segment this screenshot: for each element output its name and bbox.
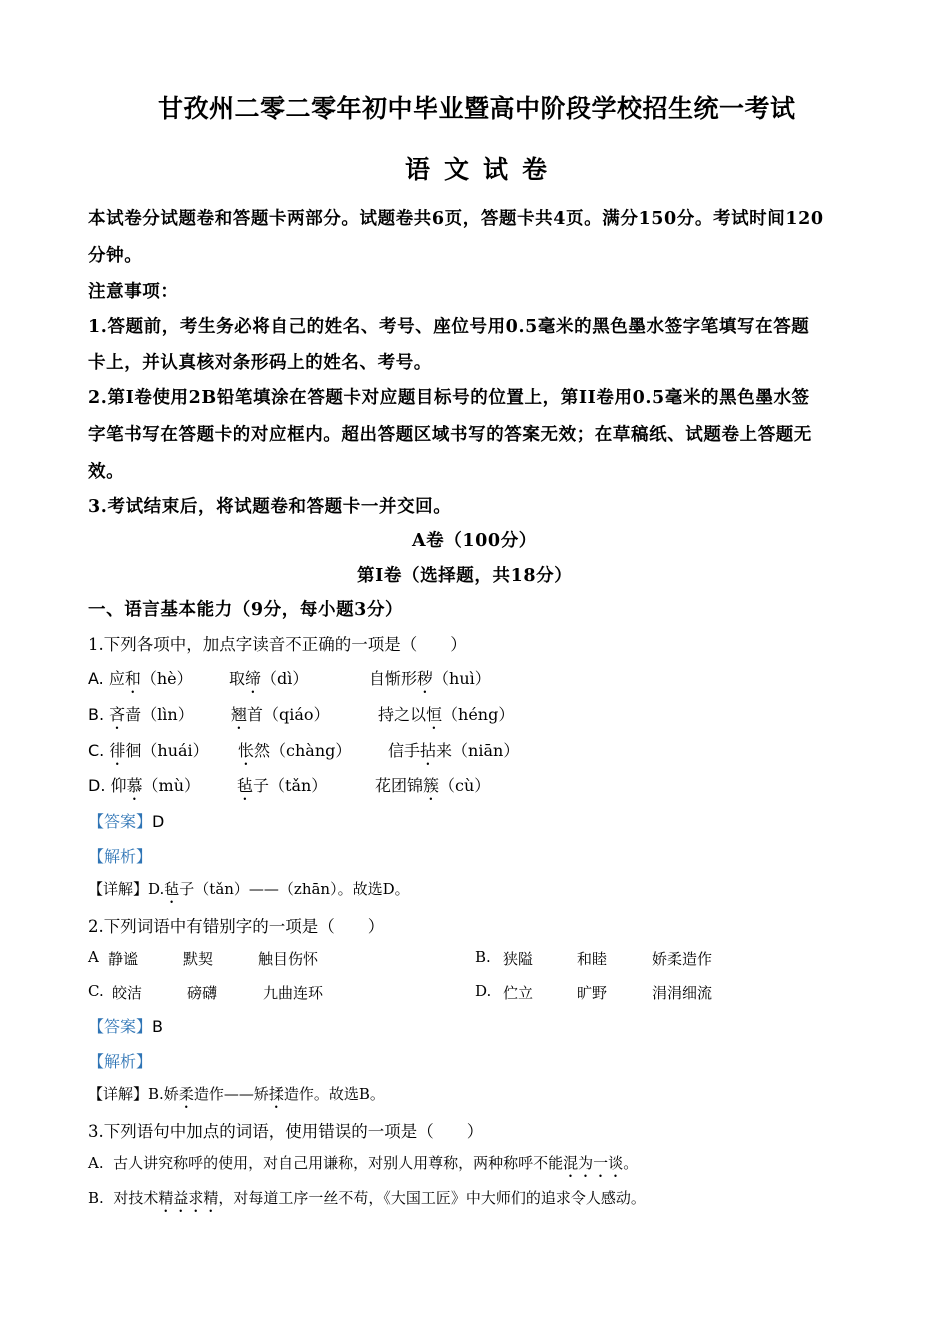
option-b [88,702,194,733]
option-word: 磅礴 [187,984,218,1002]
answer-tag: 【答案】 [88,812,153,831]
notice-item: 2.第Ⅰ卷使用2B铅笔填涂在答题卡对应题目标号的位置上，第II卷用0.5毫米的黑色墨水签 [88,388,810,408]
notice-item: 字笔书写在答题卡的对应框内。超出答题区域书写的答案无效；在草稿纸、试题卷上答题无 [88,425,812,445]
option-word: 信手拈来（niān） [388,741,520,760]
option-word: 翘首（qiáo） [231,705,330,724]
option-label: B. [88,705,105,724]
option-word: 涓涓细流 [652,984,713,1002]
option-b: B. 对技术精益求精，对每道工序一丝不苟，《大国工匠》中大师们的追求令人感动。 [88,1189,646,1207]
answer-value: B [152,1017,163,1036]
option-word: 伫立 [503,984,534,1002]
option-word: 旷野 [577,984,608,1002]
volume-heading: A卷（100分） [412,531,537,551]
option-label: B. [475,948,491,966]
option-word: 自惭形秽（huì） [369,669,491,688]
option-word: 毡子（tǎn） [237,776,328,795]
option-d [88,773,200,804]
intro-line: 本试卷分试题卷和答题卡两部分。试题卷共6页，答题卡共4页。满分150分。考试时间120 [88,209,824,229]
question-stem: 2.下列词语中有错别字的一项是（ ） [88,917,385,936]
option-c [88,738,209,769]
option-label: D. [88,776,106,795]
notice-heading: 注意事项： [88,282,179,302]
notice-item: 卡上，并认真核对条形码上的姓名、考号。 [88,353,432,373]
option-word: 和睦 [577,950,608,968]
option-label: A [88,948,99,966]
option-label: A. [88,669,104,688]
answer-tag: 【答案】 [88,1017,153,1036]
question-stem: 1.下列各项中，加点字读音不正确的一项是（ ） [88,635,467,654]
option-a [88,666,193,697]
option-word: 九曲连环 [263,984,324,1002]
option-a: A. 古人讲究称呼的使用，对自己用谦称，对别人用尊称，两种称呼不能混为一谈。 [88,1154,639,1172]
option-word: 应和（hè） [108,669,193,688]
option-word: 怅然（chàng） [238,741,352,760]
option-label: D. [475,982,492,1000]
detail-line: 【详解】D.毡子（tǎn）——（zhān）。故选D。 [88,880,410,898]
detail-line: 【详解】B.娇柔造作——矫揉造作。故选B。 [88,1085,385,1103]
answer-value: D [152,812,165,831]
option-word: 触目伤怀 [258,950,319,968]
option-word: 吝啬（lìn） [109,705,194,724]
option-word: 静谧 [108,950,139,968]
part-heading: 第Ⅰ卷（选择题，共18分） [357,566,573,586]
question-stem: 3.下列语句中加点的词语，使用错误的一项是（ ） [88,1122,484,1141]
option-word: 仰慕（mù） [110,776,201,795]
option-word: 默契 [183,950,214,968]
notice-item: 效。 [88,462,125,482]
exam-subtitle: 语文试卷 [405,155,562,184]
section-heading: 一、语言基本能力（9分，每小题3分） [88,600,404,620]
option-label: C. [88,741,105,760]
option-word: 花团锦簇（cù） [375,776,491,795]
option-word: 持之以恒（héng） [378,705,515,724]
option-word: 狭隘 [503,950,534,968]
notice-item: 1.答题前，考生务必将自己的姓名、考号、座位号用0.5毫米的黑色墨水签字笔填写在答题 [88,317,810,337]
analysis-tag: 【解析】 [88,1052,153,1071]
answer-line [88,1014,163,1037]
option-label: C. [88,982,104,1000]
notice-item: 3.考试结束后，将试题卷和答题卡一并交回。 [88,497,452,517]
option-word: 娇柔造作 [652,950,713,968]
exam-title: 甘孜州二零二零年初中毕业暨高中阶段学校招生统一考试 [158,94,796,123]
answer-line [88,809,164,832]
analysis-tag: 【解析】 [88,847,153,866]
intro-line: 分钟。 [88,246,143,266]
option-word: 皎洁 [112,984,143,1002]
option-word: 徘徊（huái） [109,741,209,760]
option-word: 取缔（dì） [229,669,309,688]
